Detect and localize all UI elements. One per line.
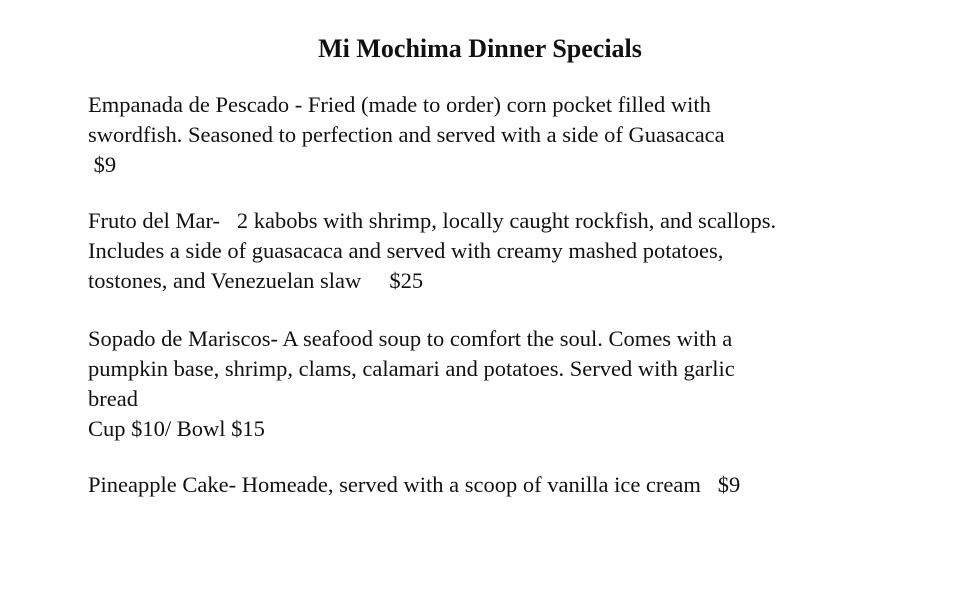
- menu-item-price: $9: [88, 152, 117, 177]
- menu-item-pineapple-cake: [88, 470, 938, 500]
- menu-title: Mi Mochima Dinner Specials: [318, 34, 642, 63]
- menu-item-line: Fruto del Mar- 2 kabobs with shrimp, locally caught rockfish, and scallops.: [88, 208, 777, 233]
- menu-item-fruto-del-mar: [88, 206, 938, 296]
- menu-item-empanada: [88, 90, 938, 180]
- menu-item-line: bread: [88, 386, 138, 411]
- menu-item-line: swordfish. Seasoned to perfection and served with a side of Guasacaca: [88, 122, 725, 147]
- menu-item-line: Includes a side of guasacaca and served with creamy mashed potatoes,: [88, 238, 724, 263]
- menu-item-sopado: [88, 324, 938, 444]
- menu-item-line: tostones, and Venezuelan slaw $25: [88, 268, 424, 293]
- menu-item-line: Sopado de Mariscos- A seafood soup to comfort the soul. Comes with a: [88, 326, 733, 351]
- menu-item-line: pumpkin base, shrimp, clams, calamari and potatoes. Served with garlic: [88, 356, 735, 381]
- menu-item-price: Cup $10/ Bowl $15: [88, 416, 265, 441]
- menu-item-line: Pineapple Cake- Homeade, served with a scoop of vanilla ice cream $9: [88, 472, 741, 497]
- menu-item-line: Empanada de Pescado - Fried (made to order) corn pocket filled with: [88, 92, 711, 117]
